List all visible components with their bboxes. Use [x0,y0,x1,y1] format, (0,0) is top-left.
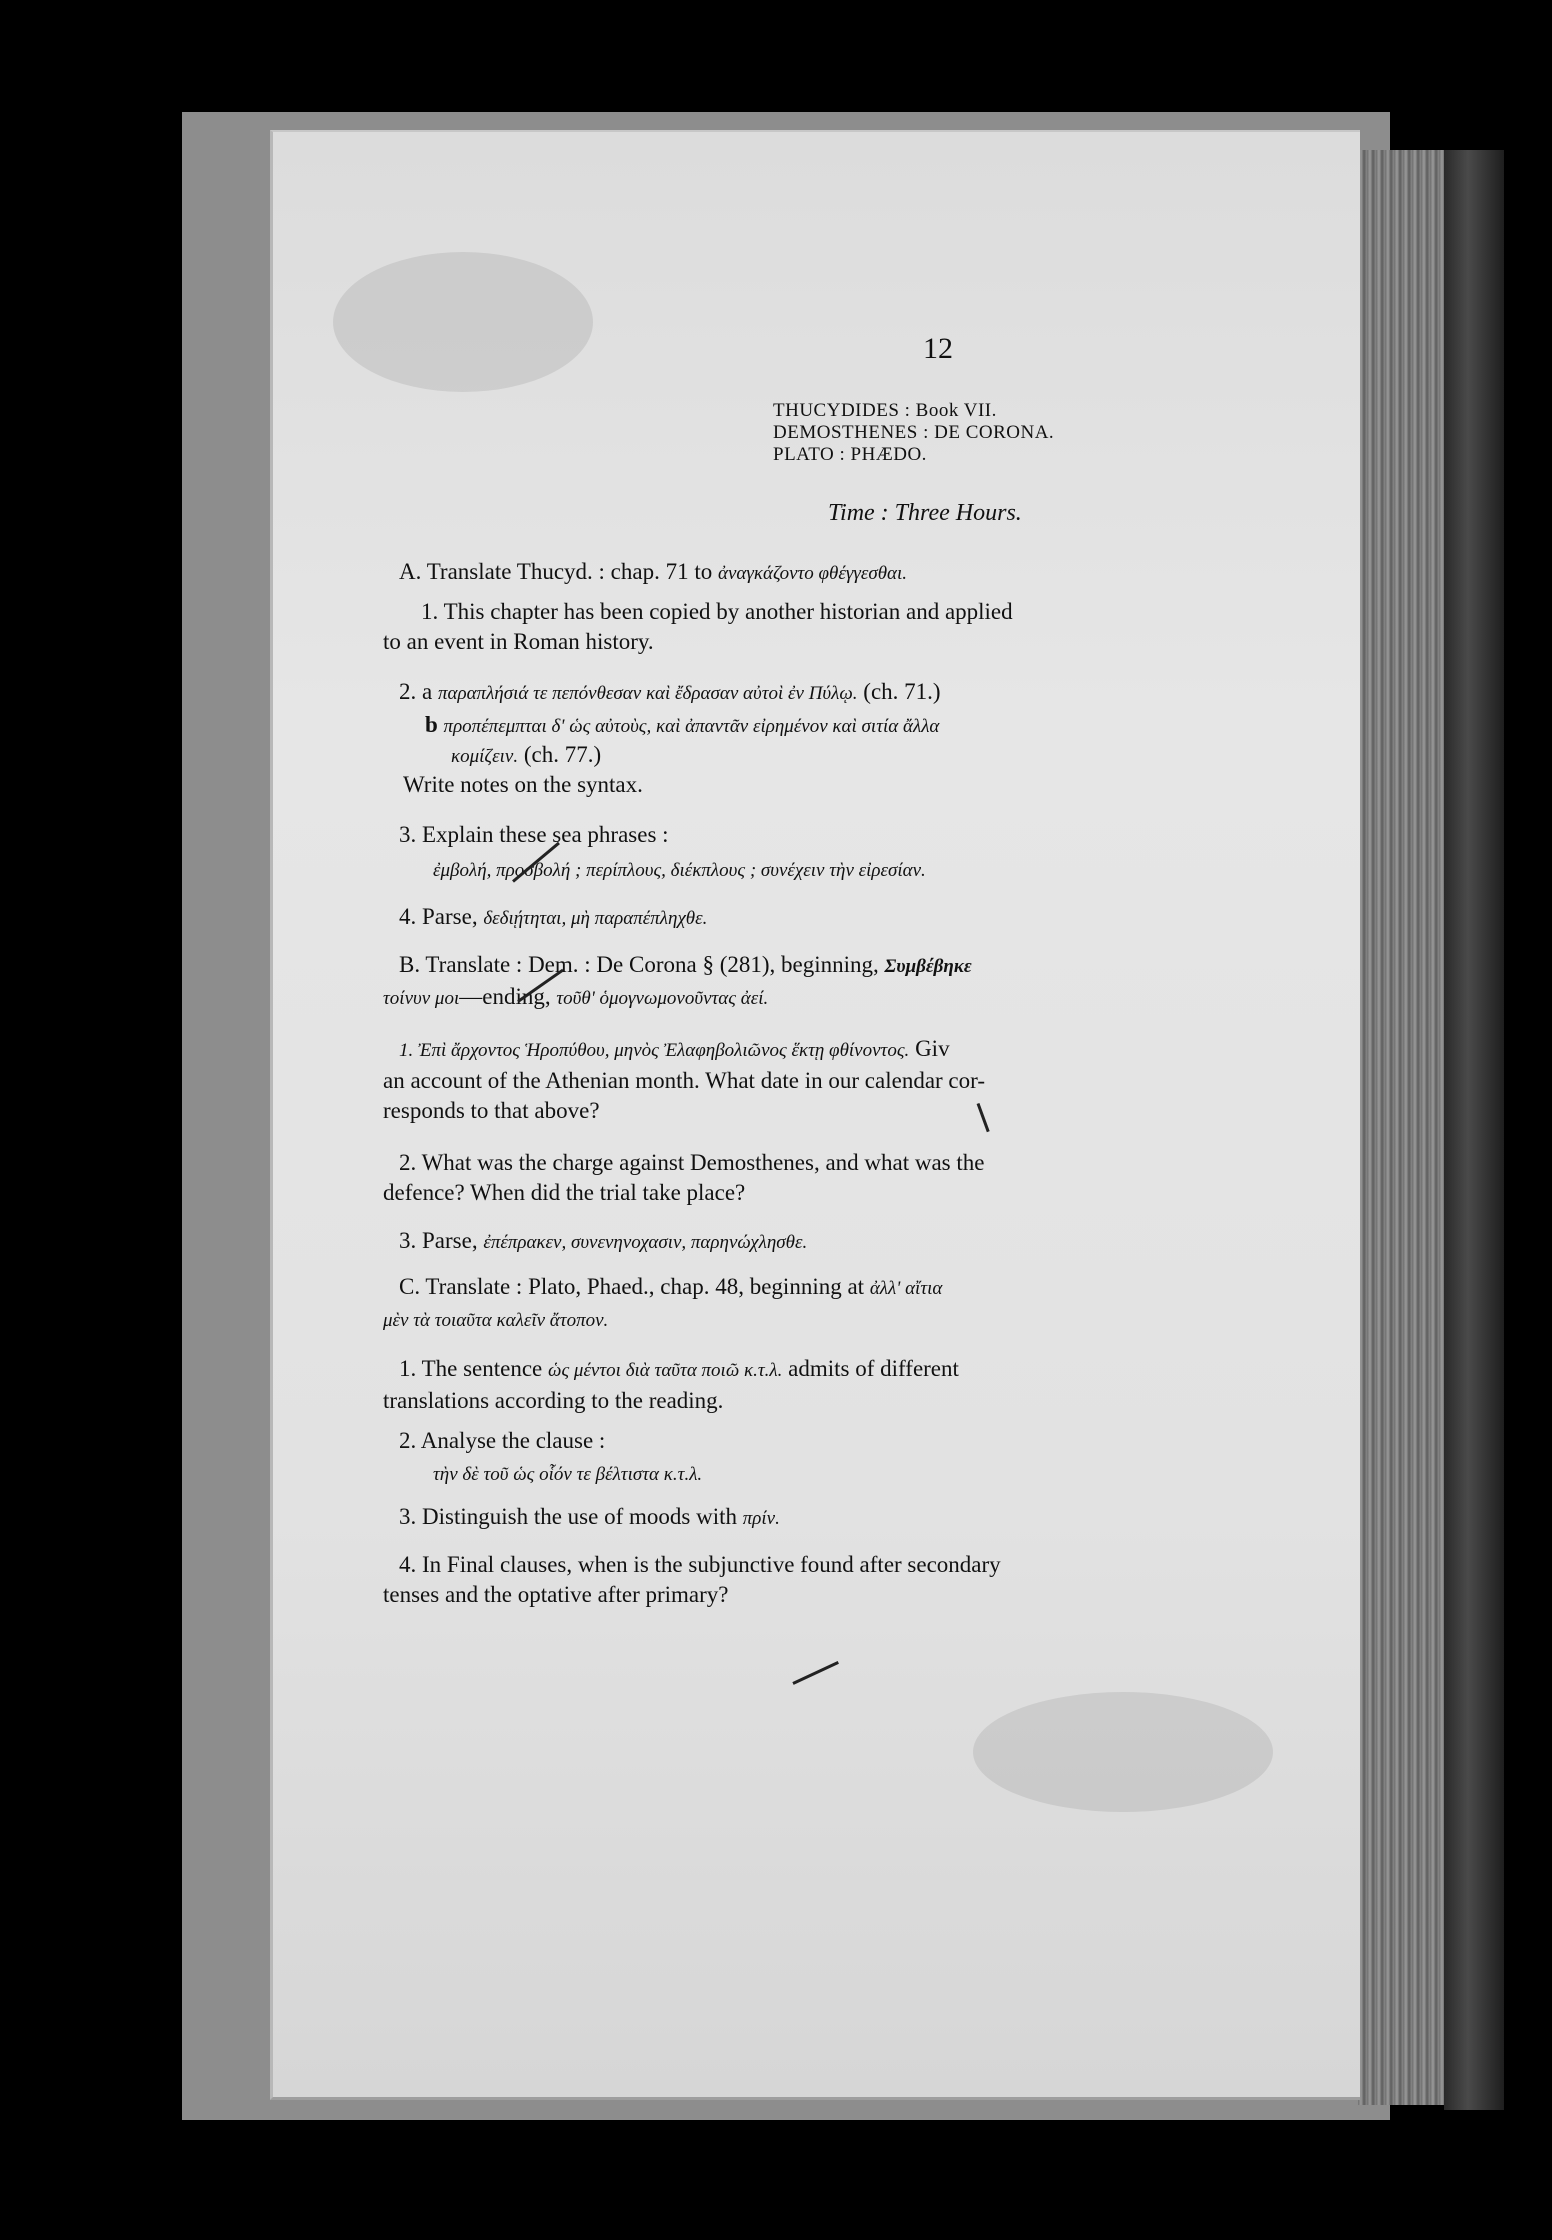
section-c-q1: 1. The sentence ὡς μέντοι διὰ ταῦτα ποιῶ κ.τ.λ. admits of different [399,1356,959,1381]
page-number: 12 [923,332,953,365]
section-b-intro: B. Translate : Dem. : De Corona § (281), beginning, Συμβέβηκε [399,952,972,977]
section-c-q2-greek: τὴν δὲ τοῦ ὡς οἷόν τε βέλτιστα κ.τ.λ. [433,1464,703,1485]
exam-heading [773,400,1054,466]
section-a-q2-note: Write notes on the syntax. [403,772,643,797]
book-spine [1444,150,1504,2110]
section-c-q1-line2: translations according to the reading. [383,1388,724,1413]
section-b-q3: 3. Parse, ἐπέπρακεν, συνενηνοχασιν, παρηνώχλησθε. [399,1228,808,1253]
section-c-q2: 2. Analyse the clause : [399,1428,606,1453]
paper-stain [973,1692,1273,1812]
section-c-q4-line2: tenses and the optative after primary? [383,1582,729,1607]
section-c-intro-cont: μὲν τὰ τοιαῦτα καλεῖν ἄτοπον. [383,1310,609,1331]
section-a-q2b-cont: κομίζειν. (ch. 77.) [451,742,602,767]
pen-mark [977,1103,990,1132]
pen-mark [792,1661,839,1685]
heading-line-plato: PLATO : PHÆDO. [773,444,927,465]
document-page [270,130,1360,2100]
section-b-q1: 1. Ἐπὶ ἄρχοντος Ἡροπύθου, μηνὸς Ἐλαφηβολιῶνος ἕκτῃ φθίνοντος. Giv [399,1036,950,1061]
section-b-q2-line2: defence? When did the trial take place? [383,1180,746,1205]
section-a-q1-line1: 1. This chapter has been copied by another historian and applied [421,599,1013,624]
section-a-q3: 3. Explain these sea phrases : [399,822,669,847]
page-edges [1358,150,1444,2105]
section-a-q2b: b προπέπεμπται δ' ὡς αὐτοὺς, καὶ ἀπαντᾶν εἰρημένον καὶ σιτία ἄλλα [425,712,940,737]
time-allowed: Time : Three Hours. [828,500,1022,526]
section-c-intro: C. Translate : Plato, Phaed., chap. 48, beginning at ἀλλ' αἴτια [399,1274,943,1299]
section-c-q3: 3. Distinguish the use of moods with πρίν. [399,1504,780,1529]
heading-line-thucydides: THUCYDIDES : Book VII. [773,400,997,421]
section-a-q3-greek: ἐμβολή, προσβολή ; περίπλους, διέκπλους ; συνέχειν τὴν εἰρεσίαν. [433,860,926,881]
section-a-q2a: 2. a παραπλήσιά τε πεπόνθεσαν καὶ ἔδρασαν αὐτοὶ ἐν Πύλῳ. (ch. 71.) [399,679,941,704]
paper-stain [333,252,593,392]
heading-line-demosthenes: DEMOSTHENES : DE CORONA. [773,422,1055,443]
section-b-q2-line1: 2. What was the charge against Demosthenes, and what was the [399,1150,985,1175]
section-a-intro: A. Translate Thucyd. : chap. 71 to ἀναγκάζοντο φθέγγεσθαι. [399,559,908,584]
section-b-q1-line2: an account of the Athenian month. What date in our calendar cor- [383,1068,985,1093]
section-b-q1-line3: responds to that above? [383,1098,600,1123]
section-a-q4: 4. Parse, δεδιῄτηται, μὴ παραπέπληχθε. [399,904,708,929]
section-c-q4-line1: 4. In Final clauses, when is the subjunctive found after secondary [399,1552,1001,1577]
section-b-intro-cont: τοίνυν μοι—ending, τοῦθ' ὁμογνωμονοῦντας ἀεί. [383,984,769,1009]
section-a-q1-line2: to an event in Roman history. [383,629,654,654]
